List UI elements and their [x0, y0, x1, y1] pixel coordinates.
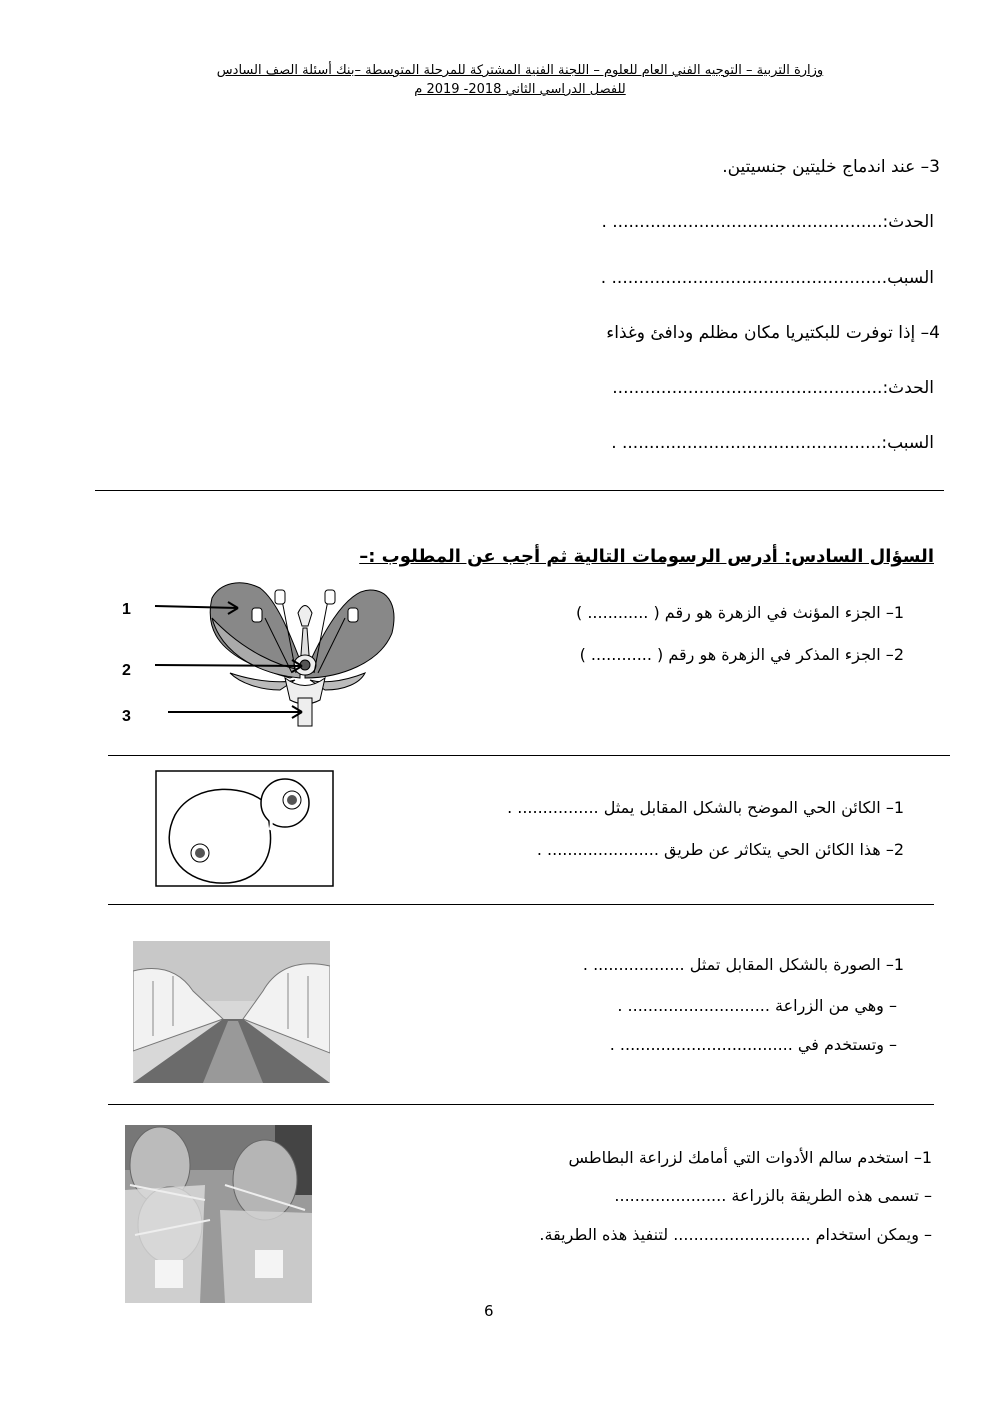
flower-question-1[interactable]: 1– الجزء المؤنث في الزهرة هو رقم ( ............ ): [576, 603, 904, 622]
question-3-cause[interactable]: السبب................................................... .: [600, 268, 934, 288]
greenhouse-question-1[interactable]: 1– الصورة بالشكل المقابل تمثل .................. .: [582, 955, 904, 974]
flower-label-2: 2: [122, 662, 131, 679]
section-6-title: [359, 546, 934, 567]
question-4-cause[interactable]: السبب:................................................ .: [611, 433, 934, 453]
yeast-diagram: [155, 770, 335, 888]
question-3-event[interactable]: الحدث:.................................................. .: [601, 212, 934, 232]
divider: [108, 1104, 934, 1105]
question-3-text: 3– عند اندماج خليتين جنسيتين.: [722, 157, 940, 177]
page-number: 6: [484, 1302, 494, 1320]
header-line-1: وزارة التربية – التوجيه الفني العام للعلوم – اللجنة الفنية المشتركة للمرحلة المتوسطة –بنك أسئلة الصف السادس: [216, 63, 824, 78]
potato-question-2[interactable]: – تسمى هذه الطريقة بالزراعة ......................: [614, 1186, 932, 1205]
yeast-question-2[interactable]: 2– هذا الكائن الحي يتكاثر عن طريق ...................... .: [536, 840, 904, 859]
question-4-event[interactable]: الحدث:..................................................: [612, 378, 934, 398]
header-line-2: للفصل الدراسي الثاني 2018- 2019 م: [414, 82, 626, 97]
flower-label-3: 3: [122, 708, 131, 725]
divider: [95, 490, 944, 491]
flower-diagram: [120, 578, 410, 738]
flower-label-1: 1: [122, 601, 131, 618]
yeast-question-1[interactable]: 1– الكائن الحي الموضح بالشكل المقابل يمثل ................ .: [507, 798, 904, 817]
section-6-instruction: أدرس الرسومات التالية ثم أجب عن المطلوب :–: [359, 546, 785, 567]
potato-photo: [125, 1125, 312, 1303]
potato-question-1: 1– استخدم سالم الأدوات التي أمامك لزراعة البطاطس: [568, 1148, 932, 1167]
greenhouse-question-2[interactable]: – وهي من الزراعة ............................ .: [617, 996, 897, 1015]
potato-question-3[interactable]: – ويمكن استخدام ........................... لتنفيذ هذه الطريقة.: [539, 1225, 932, 1244]
greenhouse-question-3[interactable]: – وتستخدم في .................................. .: [609, 1035, 897, 1054]
divider: [108, 904, 934, 905]
divider: [108, 755, 950, 756]
question-4-text: 4– إذا توفرت للبكتيريا مكان مظلم ودافئ وغذاء: [606, 323, 940, 343]
section-6-label: السؤال السادس:: [784, 546, 934, 567]
yeast-parent-cell: [169, 789, 270, 883]
greenhouse-photo: [133, 941, 330, 1083]
flower-question-2[interactable]: 2– الجزء المذكر في الزهرة هو رقم ( ............ ): [579, 645, 904, 664]
flower-drawing: [210, 583, 394, 726]
